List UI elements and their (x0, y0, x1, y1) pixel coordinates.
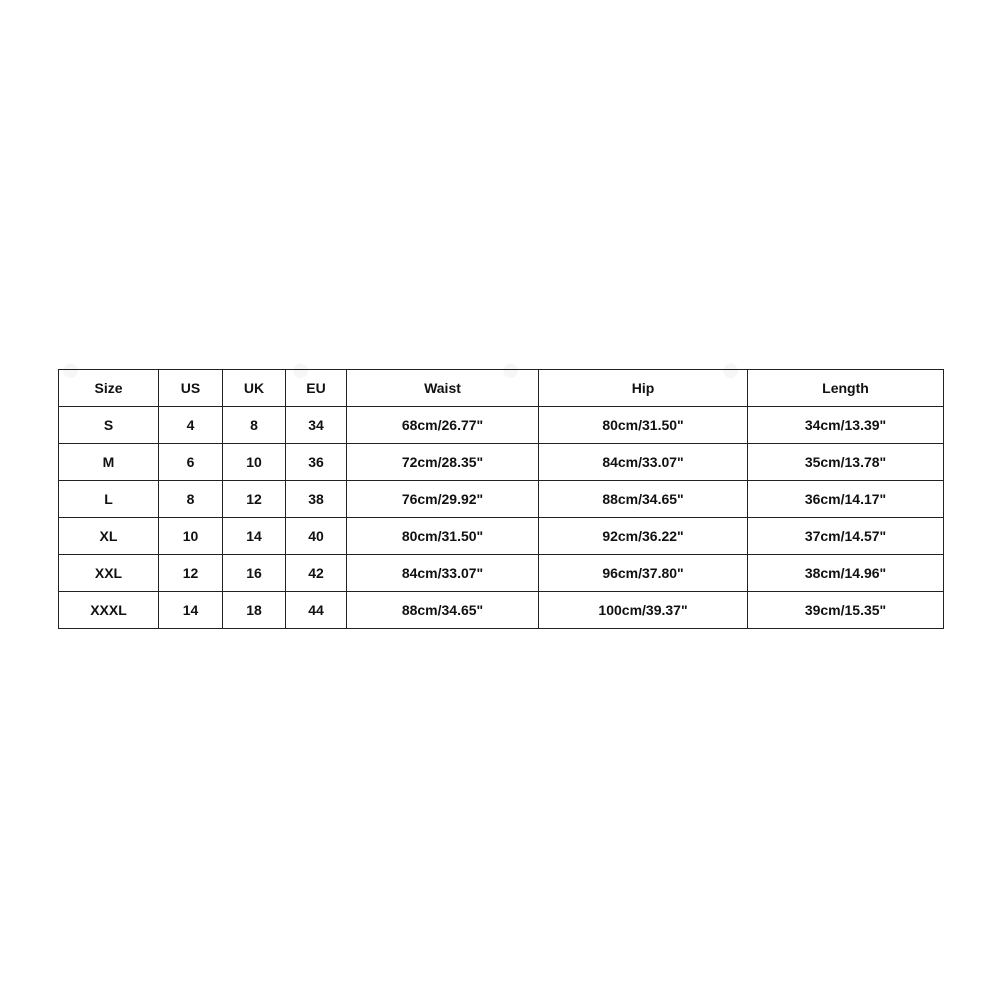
cell-uk: 12 (223, 481, 286, 518)
cell-size: L (59, 481, 159, 518)
header-row (59, 370, 944, 407)
header-uk: UK (223, 370, 286, 407)
cell-hip: 84cm/33.07" (539, 444, 748, 481)
cell-us: 12 (159, 555, 223, 592)
cell-length: 38cm/14.96" (748, 555, 944, 592)
cell-us: 10 (159, 518, 223, 555)
cell-hip: 88cm/34.65" (539, 481, 748, 518)
cell-uk: 8 (223, 407, 286, 444)
header-size: Size (59, 370, 159, 407)
cell-uk: 16 (223, 555, 286, 592)
cell-eu: 40 (286, 518, 347, 555)
cell-size: M (59, 444, 159, 481)
cell-waist: 72cm/28.35" (347, 444, 539, 481)
header-length: Length (748, 370, 944, 407)
cell-length: 37cm/14.57" (748, 518, 944, 555)
cell-hip: 80cm/31.50" (539, 407, 748, 444)
cell-waist: 76cm/29.92" (347, 481, 539, 518)
cell-hip: 100cm/39.37" (539, 592, 748, 629)
table-row (59, 518, 944, 555)
table-row (59, 555, 944, 592)
table-row (59, 407, 944, 444)
cell-us: 8 (159, 481, 223, 518)
cell-length: 35cm/13.78" (748, 444, 944, 481)
cell-eu: 34 (286, 407, 347, 444)
table-row (59, 481, 944, 518)
header-us: US (159, 370, 223, 407)
header-waist: Waist (347, 370, 539, 407)
cell-hip: 92cm/36.22" (539, 518, 748, 555)
cell-eu: 36 (286, 444, 347, 481)
cell-hip: 96cm/37.80" (539, 555, 748, 592)
cell-waist: 68cm/26.77" (347, 407, 539, 444)
cell-length: 39cm/15.35" (748, 592, 944, 629)
cell-us: 14 (159, 592, 223, 629)
cell-eu: 44 (286, 592, 347, 629)
cell-us: 4 (159, 407, 223, 444)
cell-us: 6 (159, 444, 223, 481)
cell-waist: 84cm/33.07" (347, 555, 539, 592)
table-row (59, 592, 944, 629)
cell-eu: 42 (286, 555, 347, 592)
size-chart-table (58, 369, 944, 629)
table-row (59, 444, 944, 481)
cell-size: XL (59, 518, 159, 555)
cell-waist: 80cm/31.50" (347, 518, 539, 555)
header-eu: EU (286, 370, 347, 407)
cell-uk: 14 (223, 518, 286, 555)
cell-length: 36cm/14.17" (748, 481, 944, 518)
cell-length: 34cm/13.39" (748, 407, 944, 444)
header-hip: Hip (539, 370, 748, 407)
cell-eu: 38 (286, 481, 347, 518)
cell-uk: 10 (223, 444, 286, 481)
cell-uk: 18 (223, 592, 286, 629)
cell-size: XXL (59, 555, 159, 592)
cell-size: S (59, 407, 159, 444)
cell-size: XXXL (59, 592, 159, 629)
cell-waist: 88cm/34.65" (347, 592, 539, 629)
